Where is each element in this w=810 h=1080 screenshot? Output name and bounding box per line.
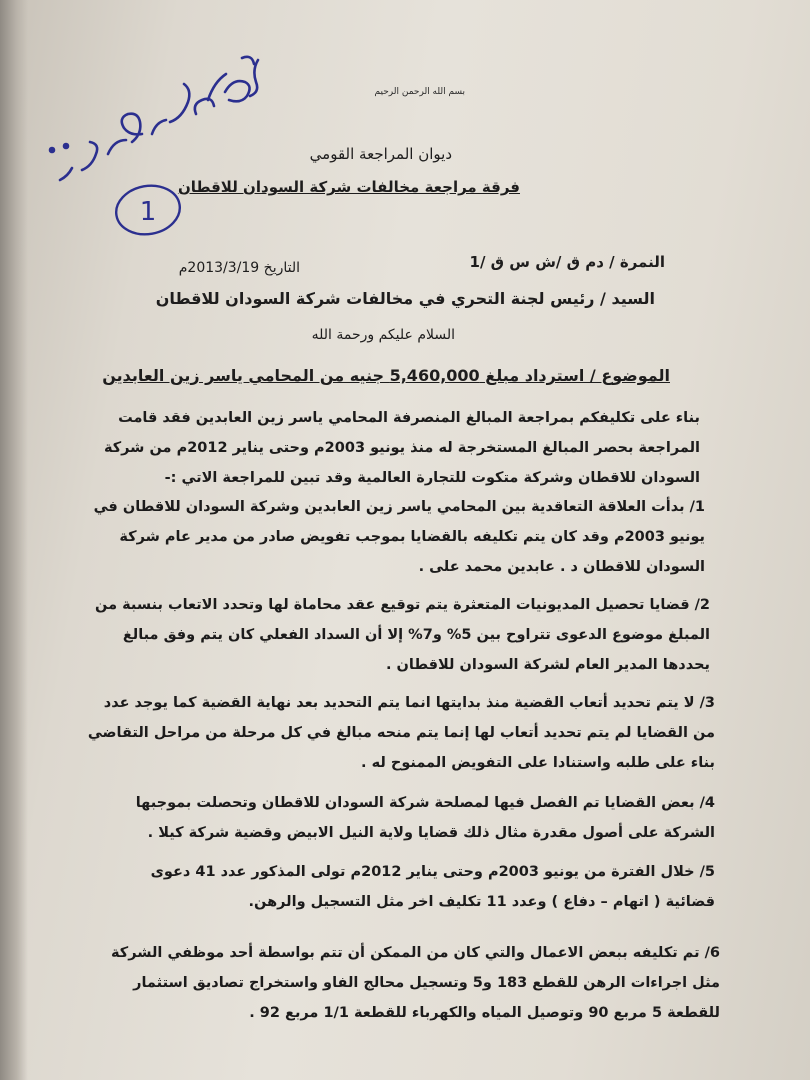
text-line: مثل اجراءات الرهن للقطع 183 و5 وتسجيل محالج الفاو واستخراج تصاديق استثمار <box>133 975 720 991</box>
paragraph-5 <box>25 857 715 917</box>
text-line: 4/ بعض القضايا تم الفصل فيها لمصلحة شركة السودان للاقطان وتحصلت بموجبها <box>135 795 715 811</box>
text-line: 2/ قضايا تحصيل المديونيات المتعثرة يتم توقيع عقد محاماة لها وتحدد الاتعاب بنسبة من <box>95 597 710 613</box>
paragraph-1 <box>45 492 705 582</box>
text-line: المراجعة بحصر المبالغ المستخرجة له منذ يونيو 2003م وحتى يناير 2012م من شركة <box>103 440 700 456</box>
text-line: السودان للاقطان د . عابدين محمد على . <box>418 559 705 575</box>
paragraph-2 <box>50 590 710 680</box>
greeting-line: السلام عليكم ورحمة الله <box>311 327 455 343</box>
organization-name: ديوان المراجعة القومي <box>309 145 452 163</box>
basmala-heading: بسم الله الرحمن الرحيم <box>374 87 465 97</box>
handwritten-number: 1 <box>139 197 157 227</box>
handwritten-note-stamp <box>20 30 300 250</box>
text-line: يحددها المدير العام لشركة السودان للاقطان . <box>385 657 710 673</box>
text-line: للقطعة 5 مربع 90 وتوصيل المياه والكهرباء للقطعة 1/1 مربع 92 . <box>249 1005 720 1021</box>
text-line: بناء على تكليفكم بمراجعة المبالغ المنصرفة المحامي ياسر زين العابدين فقد قامت <box>118 410 700 426</box>
team-title: فرقة مراجعة مخالفات شركة السودان للاقطان <box>177 178 520 196</box>
reference-number: النمرة / دم ق /ش س ق /1 <box>469 253 665 271</box>
text-line: 1/ بدأت العلاقة التعاقدية بين المحامي ياسر زين العابدين وشركة السودان للاقطان في <box>93 499 705 515</box>
paragraph-4 <box>35 788 715 848</box>
text-line: 3/ لا يتم تحديد أتعاب القضية منذ بدايتها انما يتم التحديد بعد نهاية القضية كما يوجد عدد <box>103 695 715 711</box>
text-line: السودان للاقطان وشركة متكوت للتجارة العالمية وقد تبين للمراجعة الاتي :- <box>164 470 700 486</box>
paragraph-6 <box>20 938 720 1028</box>
addressee-line: السيد / رئيس لجنة التحري في مخالفات شركة السودان للاقطان <box>155 289 655 308</box>
text-line: قضائية ( اتهام – دفاع ) وعدد 11 تكليف اخر مثل التسجيل والرهن. <box>248 894 715 910</box>
document-date: التاريخ 2013/3/19م <box>178 260 300 276</box>
intro-paragraph <box>60 403 700 493</box>
text-line: من القضايا لم يتم تحديد أتعاب لها إنما يتم منحه مبالغ في كل مرحلة من مراحل التقاضي <box>87 725 715 741</box>
text-line: 5/ خلال الفترة من يونيو 2003م وحتى يناير 2012م تولى المذكور عدد 41 دعوى <box>150 864 715 880</box>
text-line: 6/ تم تكليفه ببعض الاعمال والتي كان من الممكن أن تتم بواسطة أحد موظفي الشركة <box>110 945 720 961</box>
text-line: المبلغ موضوع الدعوى تتراوح بين 5% و7% إلا أن السداد الفعلي كان يتم وفق مبالغ <box>122 627 710 643</box>
text-line: بناء على طلبه واستنادا على التفويض الممنوح له . <box>361 755 715 771</box>
text-line: الشركة على أصول مقدرة مثال ذلك قضايا ولاية النيل الابيض وقضية شركة كيلا . <box>147 825 715 841</box>
paragraph-3 <box>45 688 715 778</box>
text-line: يونيو 2003م وقد كان يتم تكليفه بالقضايا بموجب تفويض صادر من مدير عام شركة <box>119 529 705 545</box>
subject-line: الموضوع / استرداد مبلغ 5,460,000 جنيه من المحامي ياسر زين العابدين <box>102 366 670 385</box>
